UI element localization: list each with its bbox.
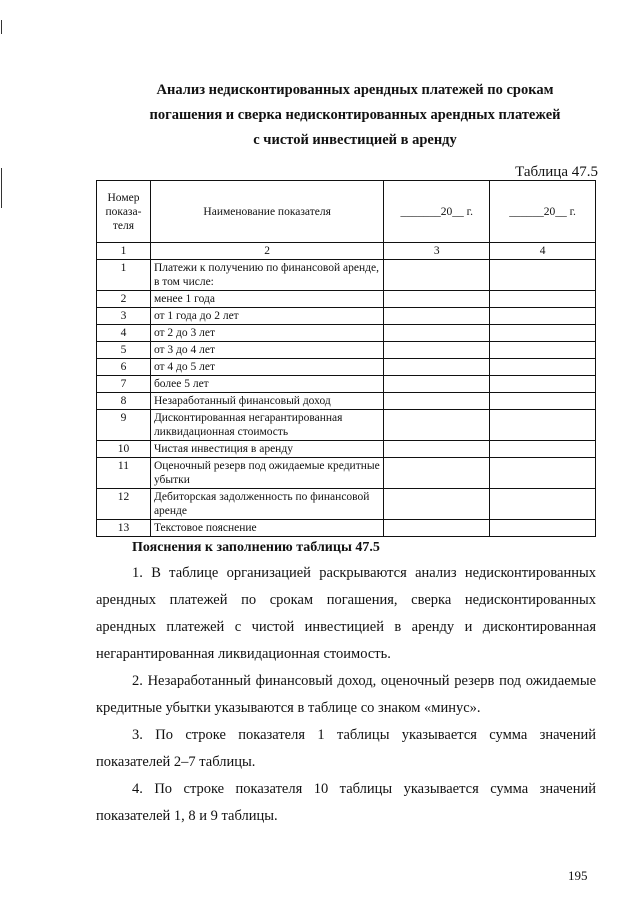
index-cell: 2 xyxy=(150,243,383,260)
row-name: от 2 до 3 лет xyxy=(150,325,383,342)
row-name: более 5 лет xyxy=(150,376,383,393)
value-cell xyxy=(384,359,490,376)
row-number: 4 xyxy=(97,325,151,342)
value-cell xyxy=(384,325,490,342)
title-line-2: погашения и сверка недисконтированных арендных платежей xyxy=(149,107,561,123)
row-number: 2 xyxy=(97,291,151,308)
value-cell xyxy=(384,441,490,458)
value-cell xyxy=(490,520,596,537)
value-cell xyxy=(384,260,490,291)
paragraph-4: 4. По строке показателя 10 таблицы указывается сумма значений показателей 1, 8 и 9 таблицы. xyxy=(96,781,596,824)
value-cell xyxy=(490,308,596,325)
table-row xyxy=(97,489,596,520)
value-cell xyxy=(490,291,596,308)
table-row xyxy=(97,342,596,359)
row-number: 11 xyxy=(97,458,151,489)
row-number: 10 xyxy=(97,441,151,458)
value-cell xyxy=(384,458,490,489)
value-cell xyxy=(384,393,490,410)
value-cell xyxy=(384,489,490,520)
value-cell xyxy=(490,376,596,393)
table-row xyxy=(97,520,596,537)
row-number: 12 xyxy=(97,489,151,520)
value-cell xyxy=(490,325,596,342)
page-number: 195 xyxy=(568,868,588,883)
value-cell xyxy=(384,342,490,359)
value-cell xyxy=(490,458,596,489)
value-cell xyxy=(384,520,490,537)
header-row xyxy=(97,181,596,243)
row-name: от 3 до 4 лет xyxy=(150,342,383,359)
header-col3: _______20__ г. xyxy=(384,181,490,243)
table-row xyxy=(97,260,596,291)
title-line-1: Анализ недисконтированных арендных платежей по срокам xyxy=(156,82,554,98)
row-number: 9 xyxy=(97,410,151,441)
value-cell xyxy=(490,441,596,458)
table-row xyxy=(97,325,596,342)
margin-mark-top xyxy=(1,20,2,34)
row-number: 8 xyxy=(97,393,151,410)
row-name: от 1 года до 2 лет xyxy=(150,308,383,325)
row-number: 13 xyxy=(97,520,151,537)
row-name: Текстовое пояснение xyxy=(150,520,383,537)
margin-mark-middle xyxy=(1,168,2,208)
table-row xyxy=(97,393,596,410)
row-number: 1 xyxy=(97,260,151,291)
value-cell xyxy=(490,359,596,376)
value-cell xyxy=(490,410,596,441)
index-cell: 3 xyxy=(384,243,490,260)
value-cell xyxy=(490,489,596,520)
row-name: менее 1 года xyxy=(150,291,383,308)
row-number: 3 xyxy=(97,308,151,325)
row-number: 7 xyxy=(97,376,151,393)
value-cell xyxy=(490,260,596,291)
table-row xyxy=(97,291,596,308)
paragraph-3: 3. По строке показателя 1 таблицы указывается сумма значений показателей 2–7 таблицы. xyxy=(96,727,596,770)
value-cell xyxy=(384,376,490,393)
table-row xyxy=(97,458,596,489)
data-table xyxy=(96,180,596,537)
index-cell: 1 xyxy=(97,243,151,260)
value-cell xyxy=(384,410,490,441)
header-col4: ______20__ г. xyxy=(490,181,596,243)
table-row xyxy=(97,441,596,458)
row-name: от 4 до 5 лет xyxy=(150,359,383,376)
index-cell: 4 xyxy=(490,243,596,260)
row-number: 5 xyxy=(97,342,151,359)
header-number: Номер показа-теля xyxy=(97,181,151,243)
table-row xyxy=(97,410,596,441)
value-cell xyxy=(384,291,490,308)
document-title xyxy=(70,78,640,153)
paragraph-2: 2. Незаработанный финансовый доход, оценочный резерв под ожидаемые кредитные убытки указываются в таблице со знаком «минус». xyxy=(96,673,596,716)
row-name: Оценочный резерв под ожидаемые кредитные убытки xyxy=(150,458,383,489)
paragraph-1: 1. В таблице организацией раскрываются анализ недисконтированных арендных платежей по срокам погашения, сверка недисконтированных арендных платежей с чистой инвестицией в аренду и дисконтированная негарантированная ликвидационная стоимость. xyxy=(96,565,596,662)
table-row xyxy=(97,359,596,376)
row-name: Чистая инвестиция в аренду xyxy=(150,441,383,458)
row-name: Дебиторская задолженность по финансовой аренде xyxy=(150,489,383,520)
explanations-heading: Пояснения к заполнению таблицы 47.5 xyxy=(132,540,380,555)
header-name: Наименование показателя xyxy=(150,181,383,243)
row-name: Незаработанный финансовый доход xyxy=(150,393,383,410)
value-cell xyxy=(384,308,490,325)
row-name: Дисконтированная негарантированная ликвидационная стоимость xyxy=(150,410,383,441)
table-row xyxy=(97,376,596,393)
row-name: Платежи к получению по финансовой аренде, в том числе: xyxy=(150,260,383,291)
value-cell xyxy=(490,342,596,359)
row-number: 6 xyxy=(97,359,151,376)
table-label: Таблица 47.5 xyxy=(515,164,598,180)
value-cell xyxy=(490,393,596,410)
table-row xyxy=(97,308,596,325)
index-row xyxy=(97,243,596,260)
title-line-3: с чистой инвестицией в аренду xyxy=(253,132,457,148)
